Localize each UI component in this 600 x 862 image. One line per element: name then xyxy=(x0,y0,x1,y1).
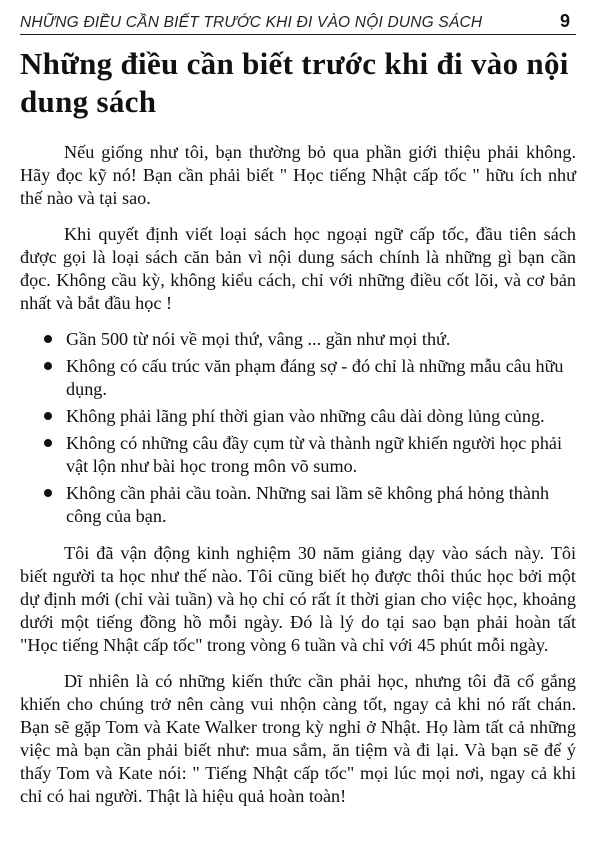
bullet-dot-icon xyxy=(44,439,52,447)
bullet-dot-icon xyxy=(44,489,52,497)
body-text xyxy=(20,141,576,808)
list-item xyxy=(20,405,576,428)
paragraph-fun: Dĩ nhiên là có những kiến thức cần phải học, nhưng tôi đã cố gắng khiến cho chúng trở nên càng vui nhộn càng tốt, ngay cả khi nó rất chán. Bạn sẽ gặp Tom và Kate Walker trong kỳ nghỉ ở Nhật. Họ làm tất cả những việc mà bạn cần phải biết như: mua sắm, ăn tiệm và đi lại. Và bạn sẽ để ý thấy Tom và Kate nói: " Tiếng Nhật cấp tốc" mọi lúc mọi nơi, ngay cả khi chỉ có hai người. Thật là hiệu quả hoàn toàn! xyxy=(20,671,576,806)
paragraph-decision: Khi quyết định viết loại sách học ngoại ngữ cấp tốc, đầu tiên sách được gọi là loại sách căn bản vì nội dung sách chính là những gì bạn cần đọc. Không cầu kỳ, không kiểu cách, chỉ với những điều cốt lõi, và cơ bản nhất và bắt đầu học ! xyxy=(20,224,576,313)
paragraph-intro: Nếu giống như tôi, bạn thường bỏ qua phần giới thiệu phải không. Hãy đọc kỹ nó! Bạn cần phải biết " Học tiếng Nhật cấp tốc " hữu ích như thế nào và tại sao. xyxy=(20,142,576,208)
list-item xyxy=(20,482,576,528)
list-item-text: Gần 500 từ nói về mọi thứ, vâng ... gần như mọi thứ. xyxy=(66,329,451,349)
chapter-title: Những điều cần biết trước khi đi vào nội dung sách xyxy=(20,46,569,119)
list-item-text: Không có những câu đầy cụm từ và thành ngữ khiến người học phải vật lộn như bài học trong môn võ sumo. xyxy=(66,433,563,476)
running-header xyxy=(20,8,576,35)
list-item-text: Không cần phải cầu toàn. Những sai lầm sẽ không phá hỏng thành công của bạn. xyxy=(66,483,550,526)
list-item xyxy=(20,432,576,478)
list-item xyxy=(20,355,576,401)
running-title: NHỮNG ĐIỀU CẦN BIẾT TRƯỚC KHI ĐI VÀO NỘI DUNG SÁCH xyxy=(20,14,483,31)
list-item-text: Không phải lãng phí thời gian vào những câu dài dòng lủng củng. xyxy=(66,406,545,426)
page-number: 9 xyxy=(559,11,570,31)
bullet-dot-icon xyxy=(44,412,52,420)
list-item-text: Không có cấu trúc văn phạm đáng sợ - đó chỉ là những mẫu câu hữu dụng. xyxy=(66,356,564,399)
paragraph-experience: Tôi đã vận động kinh nghiệm 30 năm giảng dạy vào sách này. Tôi biết người ta học như thế nào. Tôi cũng biết họ được thôi thúc học bởi một dự định mới (chỉ vài tuần) và họ chỉ có rất ít thời gian cho việc học, khoảng dưới một tiếng đồng hồ mỗi ngày. Đó là lý do tại sao bạn phải hoàn tất "Học tiếng Nhật cấp tốc" trong vòng 6 tuần và chỉ với 45 phút mỗi ngày. xyxy=(20,543,576,655)
list-item xyxy=(20,328,576,351)
bullet-dot-icon xyxy=(44,362,52,370)
feature-list xyxy=(20,328,576,528)
bullet-dot-icon xyxy=(44,335,52,343)
